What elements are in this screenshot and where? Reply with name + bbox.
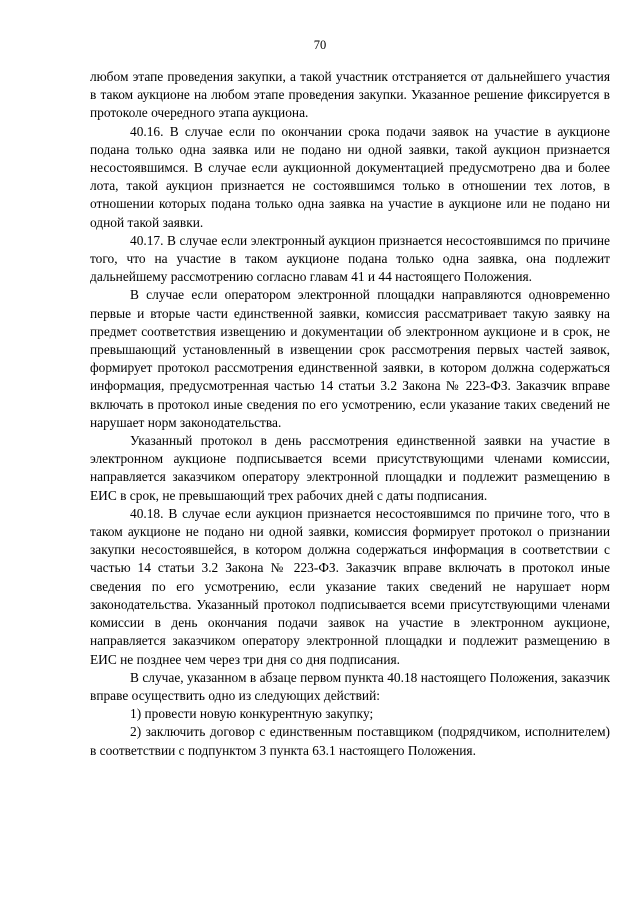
document-body xyxy=(90,68,610,760)
paragraph-40-16: 40.16. В случае если по окончании срока подачи заявок на участие в аукционе подана только одна заявка или не подано ни одной заявки, такой аукцион признается несостоявшимся. В случае если аукционной документацией предусмотрено два и более лота, такой аукцион признается не состоявшимся только в отношении тех лотов, в отношении которых подана только одна заявка на участие в аукционе или не подано ни одной такой заявки. xyxy=(90,123,610,230)
paragraph-customer-actions: В случае, указанном в абзаце первом пункта 40.18 настоящего Положения, заказчик вправе осуществить одно из следующих действий: xyxy=(90,669,610,703)
paragraph-continuation: любом этапе проведения закупки, а такой участник отстраняется от дальнейшего участия в таком аукционе на любом этапе проведения закупки. Указанное решение фиксируется в протоколе очередного этапа аукциона. xyxy=(90,69,610,121)
page-number: 70 xyxy=(313,38,327,52)
list-item-1: 1) провести новую конкурентную закупку; xyxy=(130,706,374,722)
paragraph-protocol-signing: Указанный протокол в день рассмотрения единственной заявки на участие в электронном аукционе подписывается всеми присутствующими членами комиссии, направляется заказчиком оператору электронной площадки и подлежит размещению в ЕИС в срок, не превышающий трех рабочих дней с даты подписания. xyxy=(90,433,610,503)
paragraph-40-17: 40.17. В случае если электронный аукцион признается несостоявшимся по причине того, что на участие в таком аукционе подана только одна заявка, она подлежит дальнейшему рассмотрению согласно главам 41 и 44 настоящего Положения. xyxy=(90,232,610,285)
paragraph-40-18: 40.18. В случае если аукцион признается несостоявшимся по причине того, что в таком аукционе не подано ни одной заявки, комиссия формирует протокол о признании закупки несостоявшейся, в котором должна содержаться информация в соответствии с частью 14 статьи 3.2 Закона № 223-ФЗ. Заказчик вправе включать в протокол иные сведения по его усмотрению, если указание таких сведений не нарушает норм законодательства. Указанный протокол подписывается всеми присутствующими членами комиссии в день окончания подачи заявок на участие в электронном аукционе, направляется заказчиком оператору электронной площадки и подлежит размещению в ЕИС не позднее чем через три дня со дня подписания. xyxy=(90,505,610,667)
paragraph-single-application: В случае если оператором электронной площадки направляются одновременно первые и вторые части единственной заявки, комиссия рассматривает такую заявку на предмет соответствия извещению и документации об электронном аукционе и в срок, не превышающий установленный в извещении срок рассмотрения первых частей заявок, формирует протокол рассмотрения единственной заявки, в котором должна содержаться информация, предусмотренная частью 14 статьи 3.2 Закона № 223-ФЗ. Заказчик вправе включать в протокол иные сведения по его усмотрению, если указание таких сведений не нарушает норм законодательства. xyxy=(90,287,610,430)
list-item-2: 2) заключить договор с единственным поставщиком (подрядчиком, исполнителем) в соответствии с подпунктом 3 пункта 63.1 настоящего Положения. xyxy=(90,724,610,758)
